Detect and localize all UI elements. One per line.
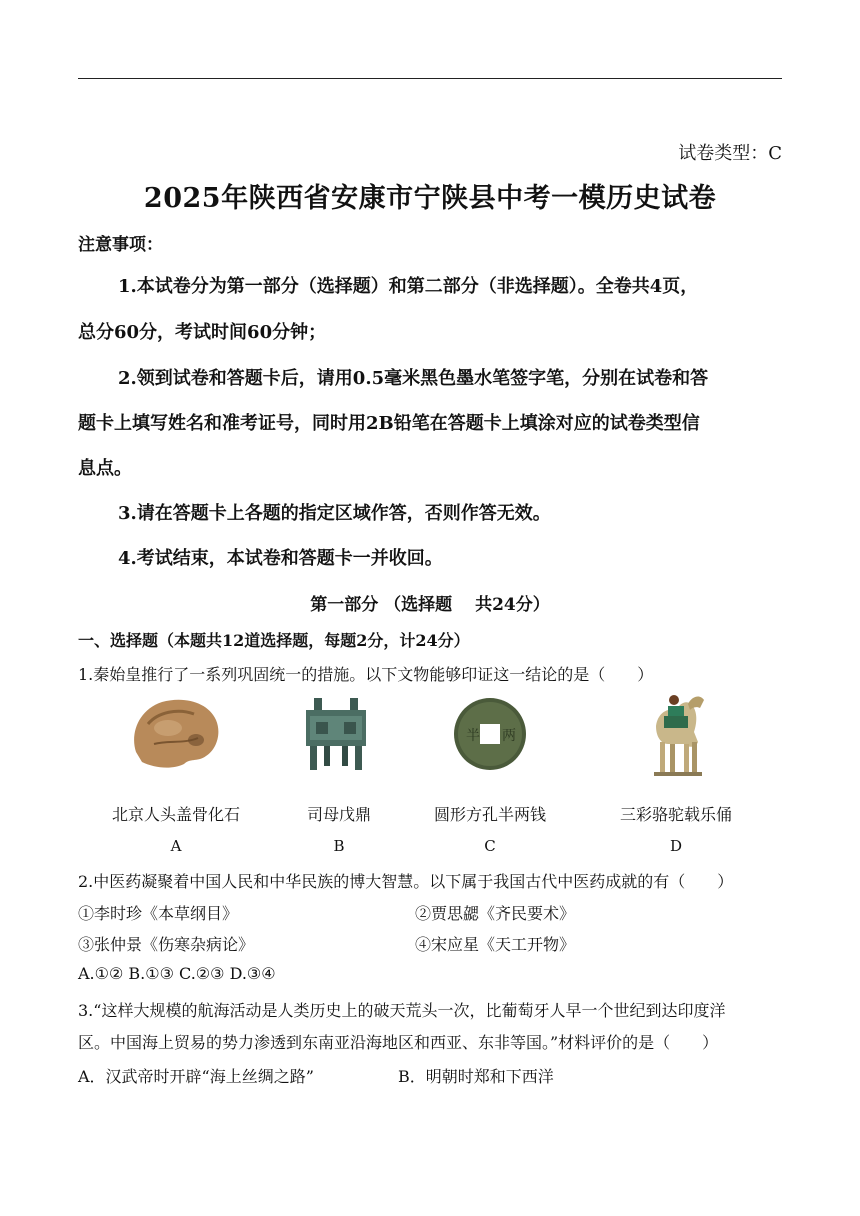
bronze-ding-icon	[300, 694, 372, 774]
q1-option-caption: 北京人头盖骨化石	[111, 805, 240, 824]
q2-option-1: ①李时珍《本草纲目》	[78, 904, 239, 923]
tricolor-camel-icon	[644, 686, 710, 778]
part1-heading: 一、选择题（本题共12道选择题，每题2分，计24分）	[78, 631, 470, 650]
skull-fossil-icon	[128, 694, 224, 774]
q1-option-letter: D	[669, 837, 683, 855]
q2-option-4: ④宋应星《天工开物》	[415, 935, 576, 954]
q1-option-caption: 圆形方孔半两钱	[433, 805, 546, 824]
notice-item-2-line-3: 息点。	[78, 458, 132, 479]
q3-stem-line-2: 区。中国海上贸易的势力渗透到东南亚沿海地区和西亚、东非等国。”材料评价的是（ ）	[78, 1033, 719, 1052]
part1-title: 第一部分 （选择题 共24分）	[310, 595, 550, 615]
header-rule	[78, 78, 782, 79]
svg-text:半: 半	[466, 728, 480, 744]
page-title: 2025年陕西省安康市宁陕县中考一模历史试卷	[143, 183, 717, 214]
q3-stem-line-1: 3.“这样大规模的航海活动是人类历史上的破天荒头一次，比葡萄牙人早一个世纪到达印度洋	[78, 1001, 726, 1020]
q2-stem: 2.中医药凝聚着中国人民和中华民族的博大智慧。以下属于我国古代中医药成就的有（ ）	[78, 872, 734, 891]
notice-item-2-line-2: 题卡上填写姓名和准考证号，同时用2B铅笔在答题卡上填涂对应的试卷类型信	[78, 413, 700, 434]
q1-option-letter: A	[170, 837, 182, 855]
q1-option-caption: 司母戊鼎	[306, 805, 371, 824]
notice-item-1-line-2: 总分60分，考试时间60分钟；	[78, 322, 327, 343]
q1-option-letter: B	[333, 837, 345, 855]
svg-text:两: 两	[502, 728, 516, 744]
q1-option-letter: C	[484, 837, 496, 855]
notice-item-1-line-1: 1.本试卷分为第一部分（选择题）和第二部分（非选择题）。全卷共4页，	[118, 276, 699, 297]
q3-option-b: B．明朝时郑和下西洋	[398, 1067, 554, 1086]
q3-option-a: A．汉武帝时开辟“海上丝绸之路”	[78, 1067, 314, 1086]
q2-option-3: ③张仲景《伤寒杂病论》	[78, 935, 255, 954]
q1-option-caption: 三彩骆驼载乐俑	[619, 805, 732, 824]
banliang-coin-icon	[452, 696, 528, 772]
q1-stem: 1.秦始皇推行了一系列巩固统一的措施。以下文物能够印证这一结论的是（ ）	[78, 665, 654, 684]
notice-item-2-line-1: 2.领到试卷和答题卡后，请用0.5毫米黑色墨水笔签字笔，分别在试卷和答	[118, 368, 709, 389]
paper-type-label: 试卷类型：C	[678, 143, 782, 164]
q2-choices: A.①② B.①③ C.②③ D.③④	[78, 964, 276, 983]
q2-option-2: ②贾思勰《齐民要术》	[415, 904, 576, 923]
notice-item-4: 4.考试结束，本试卷和答题卡一并收回。	[118, 548, 443, 569]
notice-heading: 注意事项：	[78, 235, 163, 255]
notice-item-3: 3.请在答题卡上各题的指定区域作答，否则作答无效。	[118, 503, 551, 524]
